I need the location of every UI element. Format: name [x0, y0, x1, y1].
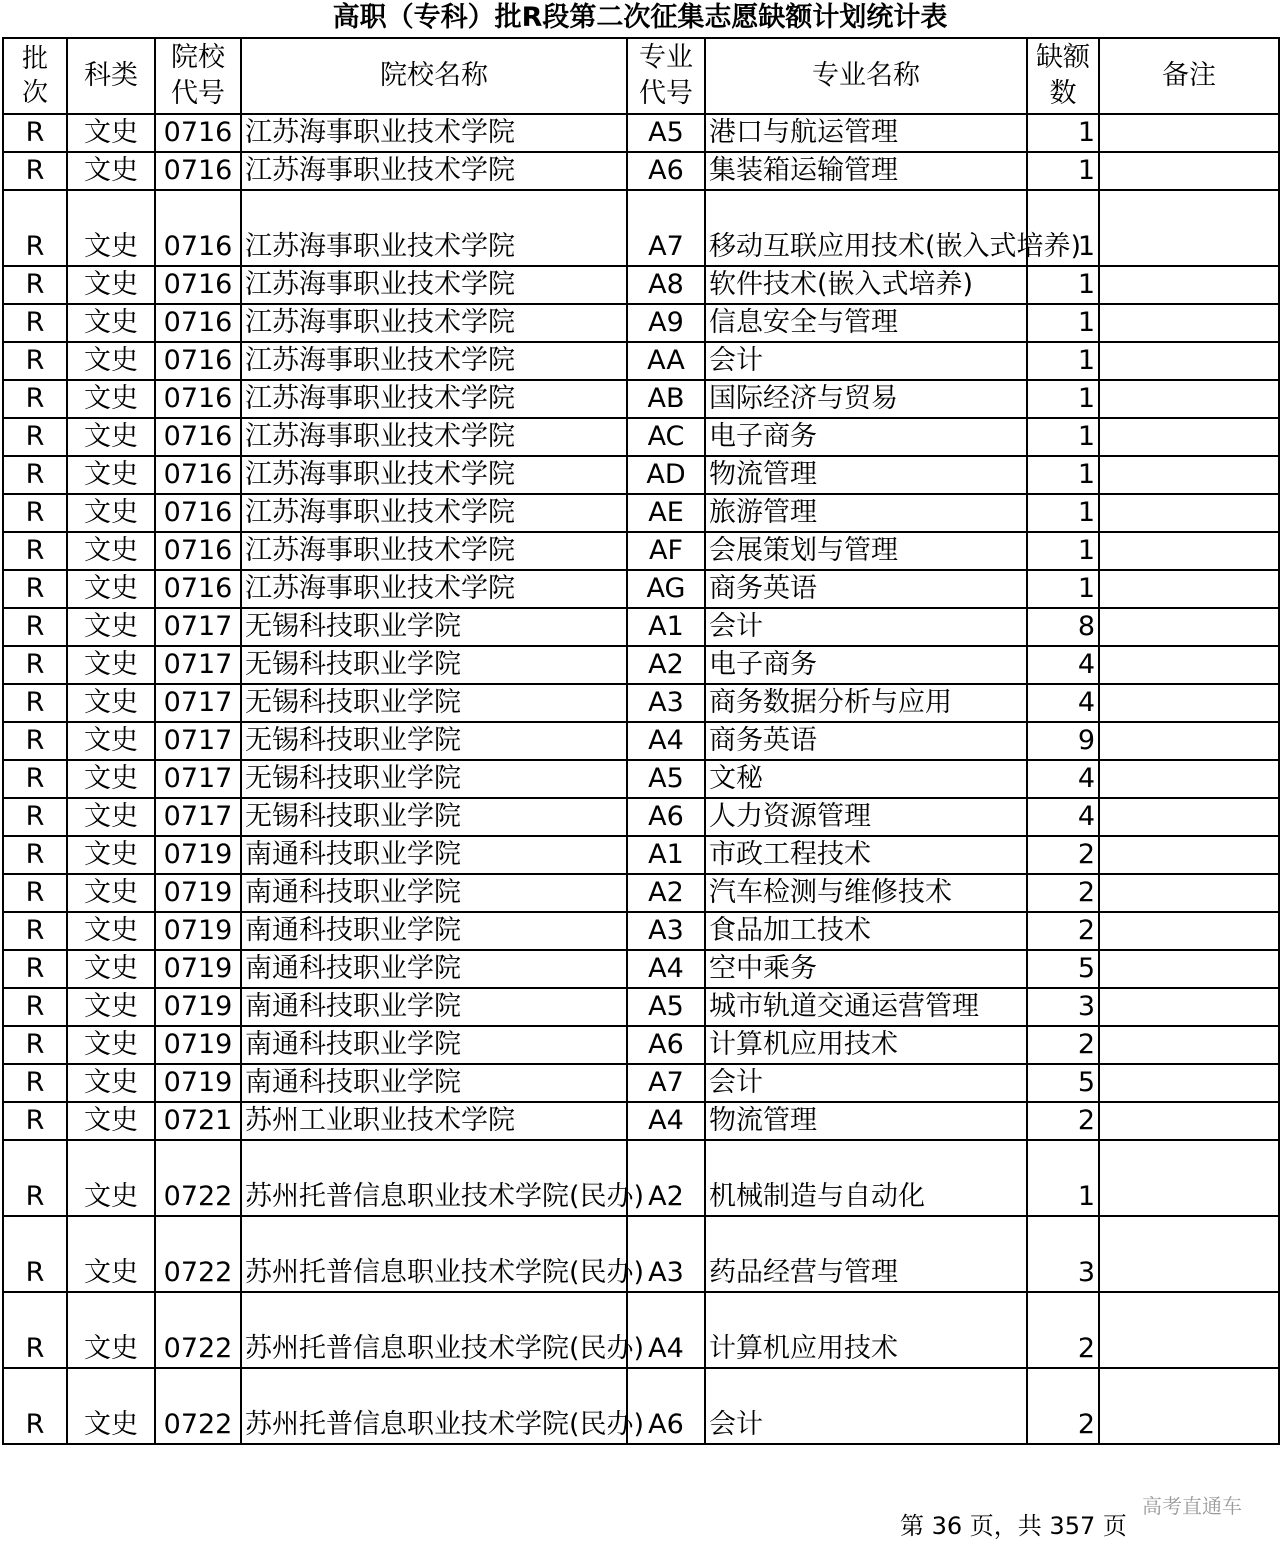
remarks-cell: [1099, 684, 1279, 722]
school-name-cell: 江苏海事职业技术学院: [241, 190, 627, 266]
school-code-cell: 0717: [155, 608, 241, 646]
table-row: [3, 1102, 1279, 1140]
remarks-cell: [1099, 570, 1279, 608]
table-row: [3, 988, 1279, 1026]
school-code-cell: 0717: [155, 798, 241, 836]
major-code-cell: A6: [627, 1026, 705, 1064]
table-row: [3, 304, 1279, 342]
school-code-cell: 0722: [155, 1216, 241, 1292]
vacancies-cell: 3: [1027, 988, 1099, 1026]
category-cell: 文史: [67, 760, 155, 798]
vacancies-cell: 1: [1027, 456, 1099, 494]
major-code-cell: A5: [627, 114, 705, 152]
major-name-cell: 会计: [705, 1064, 1027, 1102]
remarks-cell: [1099, 418, 1279, 456]
category-cell: 文史: [67, 1292, 155, 1368]
category-cell: 文史: [67, 1064, 155, 1102]
vacancies-cell: 4: [1027, 760, 1099, 798]
batch-cell: R: [3, 152, 67, 190]
remarks-cell: [1099, 1102, 1279, 1140]
school-name-cell: 南通科技职业学院: [241, 1026, 627, 1064]
school-code-cell: 0716: [155, 418, 241, 456]
batch-cell: R: [3, 342, 67, 380]
school-code-cell: 0717: [155, 646, 241, 684]
table-row: [3, 608, 1279, 646]
major-name-cell: 港口与航运管理: [705, 114, 1027, 152]
vacancies-cell: 5: [1027, 950, 1099, 988]
school-name-cell: 无锡科技职业学院: [241, 684, 627, 722]
major-code-cell: A3: [627, 1216, 705, 1292]
batch-cell: R: [3, 836, 67, 874]
remarks-cell: [1099, 1140, 1279, 1216]
major-code-cell: A2: [627, 874, 705, 912]
major-code-cell: A7: [627, 190, 705, 266]
remarks-cell: [1099, 1292, 1279, 1368]
major-code-cell: AB: [627, 380, 705, 418]
batch-cell: R: [3, 456, 67, 494]
school-code-cell: 0716: [155, 532, 241, 570]
page-number: 第 36 页，共 357 页: [900, 1512, 1127, 1540]
school-code-cell: 0717: [155, 722, 241, 760]
school-code-cell: 0717: [155, 684, 241, 722]
school-code-cell: 0716: [155, 494, 241, 532]
category-cell: 文史: [67, 874, 155, 912]
major-name-cell: 物流管理: [705, 456, 1027, 494]
batch-cell: R: [3, 1292, 67, 1368]
table-row: [3, 1216, 1279, 1292]
school-name-cell: 江苏海事职业技术学院: [241, 532, 627, 570]
table-row: [3, 152, 1279, 190]
category-cell: 文史: [67, 684, 155, 722]
vacancy-table: [2, 37, 1280, 1445]
remarks-cell: [1099, 1026, 1279, 1064]
category-cell: 文史: [67, 570, 155, 608]
vacancies-cell: 3: [1027, 1216, 1099, 1292]
batch-cell: R: [3, 912, 67, 950]
header-batch: 批次: [3, 38, 67, 114]
major-name-cell: 商务数据分析与应用: [705, 684, 1027, 722]
major-code-cell: AE: [627, 494, 705, 532]
major-name-cell: 国际经济与贸易: [705, 380, 1027, 418]
remarks-cell: [1099, 912, 1279, 950]
page-title: 高职（专科）批R段第二次征集志愿缺额计划统计表: [332, 2, 948, 33]
major-code-cell: A9: [627, 304, 705, 342]
category-cell: 文史: [67, 950, 155, 988]
school-code-cell: 0716: [155, 190, 241, 266]
school-code-cell: 0716: [155, 380, 241, 418]
major-code-cell: AD: [627, 456, 705, 494]
vacancies-cell: 1: [1027, 152, 1099, 190]
major-code-cell: A3: [627, 912, 705, 950]
vacancies-cell: 1: [1027, 304, 1099, 342]
school-code-cell: 0716: [155, 570, 241, 608]
remarks-cell: [1099, 190, 1279, 266]
category-cell: 文史: [67, 532, 155, 570]
school-code-cell: 0719: [155, 988, 241, 1026]
batch-cell: R: [3, 1216, 67, 1292]
header-school-code: 院校代号: [155, 38, 241, 114]
school-name-cell: 无锡科技职业学院: [241, 646, 627, 684]
major-code-cell: A4: [627, 950, 705, 988]
major-name-cell: 计算机应用技术: [705, 1292, 1027, 1368]
batch-cell: R: [3, 1064, 67, 1102]
school-name-cell: 无锡科技职业学院: [241, 608, 627, 646]
table-row: [3, 532, 1279, 570]
school-code-cell: 0716: [155, 266, 241, 304]
remarks-cell: [1099, 152, 1279, 190]
school-name-cell: 南通科技职业学院: [241, 874, 627, 912]
major-code-cell: A6: [627, 152, 705, 190]
batch-cell: R: [3, 570, 67, 608]
category-cell: 文史: [67, 722, 155, 760]
remarks-cell: [1099, 456, 1279, 494]
major-name-cell: 移动互联应用技术(嵌入式培养): [705, 190, 1027, 266]
school-code-cell: 0716: [155, 152, 241, 190]
category-cell: 文史: [67, 988, 155, 1026]
table-row: [3, 874, 1279, 912]
major-name-cell: 会展策划与管理: [705, 532, 1027, 570]
school-name-cell: 江苏海事职业技术学院: [241, 152, 627, 190]
major-code-cell: A1: [627, 836, 705, 874]
batch-cell: R: [3, 266, 67, 304]
category-cell: 文史: [67, 1026, 155, 1064]
major-name-cell: 集装箱运输管理: [705, 152, 1027, 190]
table-row: [3, 1292, 1279, 1368]
major-name-cell: 电子商务: [705, 646, 1027, 684]
category-cell: 文史: [67, 456, 155, 494]
category-cell: 文史: [67, 380, 155, 418]
school-code-cell: 0719: [155, 1064, 241, 1102]
vacancies-cell: 2: [1027, 1102, 1099, 1140]
table-row: [3, 380, 1279, 418]
school-name-cell: 苏州托普信息职业技术学院(民办): [241, 1140, 627, 1216]
school-name-cell: 江苏海事职业技术学院: [241, 570, 627, 608]
major-name-cell: 机械制造与自动化: [705, 1140, 1027, 1216]
major-name-cell: 会计: [705, 1368, 1027, 1444]
category-cell: 文史: [67, 114, 155, 152]
major-code-cell: A5: [627, 988, 705, 1026]
category-cell: 文史: [67, 1216, 155, 1292]
school-name-cell: 南通科技职业学院: [241, 950, 627, 988]
category-cell: 文史: [67, 1368, 155, 1444]
vacancies-cell: 2: [1027, 874, 1099, 912]
school-name-cell: 南通科技职业学院: [241, 836, 627, 874]
school-code-cell: 0719: [155, 950, 241, 988]
table-row: [3, 722, 1279, 760]
batch-cell: R: [3, 684, 67, 722]
batch-cell: R: [3, 646, 67, 684]
header-row: [3, 38, 1279, 114]
major-name-cell: 商务英语: [705, 722, 1027, 760]
school-name-cell: 苏州托普信息职业技术学院(民办): [241, 1292, 627, 1368]
table-row: [3, 912, 1279, 950]
category-cell: 文史: [67, 266, 155, 304]
school-code-cell: 0716: [155, 342, 241, 380]
header-major-code: 专业代号: [627, 38, 705, 114]
major-name-cell: 计算机应用技术: [705, 1026, 1027, 1064]
vacancies-cell: 2: [1027, 912, 1099, 950]
vacancies-cell: 1: [1027, 190, 1099, 266]
vacancies-cell: 5: [1027, 1064, 1099, 1102]
table-row: [3, 684, 1279, 722]
table-row: [3, 494, 1279, 532]
batch-cell: R: [3, 304, 67, 342]
remarks-cell: [1099, 950, 1279, 988]
remarks-cell: [1099, 1216, 1279, 1292]
school-name-cell: 无锡科技职业学院: [241, 722, 627, 760]
remarks-cell: [1099, 380, 1279, 418]
batch-cell: R: [3, 190, 67, 266]
batch-cell: R: [3, 1102, 67, 1140]
remarks-cell: [1099, 114, 1279, 152]
category-cell: 文史: [67, 342, 155, 380]
school-code-cell: 0716: [155, 304, 241, 342]
batch-cell: R: [3, 760, 67, 798]
header-vacancies: 缺额数: [1027, 38, 1099, 114]
table-row: [3, 798, 1279, 836]
vacancies-cell: 1: [1027, 266, 1099, 304]
vacancies-cell: 2: [1027, 1368, 1099, 1444]
remarks-cell: [1099, 1368, 1279, 1444]
major-code-cell: A6: [627, 1368, 705, 1444]
batch-cell: R: [3, 1368, 67, 1444]
batch-cell: R: [3, 114, 67, 152]
remarks-cell: [1099, 304, 1279, 342]
school-name-cell: 苏州托普信息职业技术学院(民办): [241, 1216, 627, 1292]
table-row: [3, 646, 1279, 684]
remarks-cell: [1099, 1064, 1279, 1102]
table-row: [3, 950, 1279, 988]
batch-cell: R: [3, 950, 67, 988]
major-name-cell: 商务英语: [705, 570, 1027, 608]
table-row: [3, 456, 1279, 494]
school-code-cell: 0719: [155, 1026, 241, 1064]
school-code-cell: 0716: [155, 114, 241, 152]
major-code-cell: A6: [627, 798, 705, 836]
batch-cell: R: [3, 988, 67, 1026]
table-body: [3, 114, 1279, 1444]
table-row: [3, 114, 1279, 152]
major-code-cell: AG: [627, 570, 705, 608]
vacancies-cell: 1: [1027, 532, 1099, 570]
batch-cell: R: [3, 1026, 67, 1064]
table-row: [3, 190, 1279, 266]
vacancies-cell: 4: [1027, 684, 1099, 722]
table-row: [3, 1064, 1279, 1102]
major-name-cell: 人力资源管理: [705, 798, 1027, 836]
major-code-cell: A7: [627, 1064, 705, 1102]
school-code-cell: 0716: [155, 456, 241, 494]
school-code-cell: 0719: [155, 836, 241, 874]
remarks-cell: [1099, 836, 1279, 874]
major-code-cell: A4: [627, 1102, 705, 1140]
major-name-cell: 软件技术(嵌入式培养): [705, 266, 1027, 304]
major-code-cell: A4: [627, 722, 705, 760]
batch-cell: R: [3, 798, 67, 836]
school-name-cell: 江苏海事职业技术学院: [241, 114, 627, 152]
table-row: [3, 342, 1279, 380]
table-row: [3, 1026, 1279, 1064]
remarks-cell: [1099, 798, 1279, 836]
school-code-cell: 0722: [155, 1368, 241, 1444]
major-name-cell: 物流管理: [705, 1102, 1027, 1140]
major-name-cell: 药品经营与管理: [705, 1216, 1027, 1292]
major-code-cell: AA: [627, 342, 705, 380]
table-row: [3, 266, 1279, 304]
category-cell: 文史: [67, 646, 155, 684]
table-row: [3, 836, 1279, 874]
vacancies-cell: 1: [1027, 342, 1099, 380]
school-name-cell: 苏州托普信息职业技术学院(民办): [241, 1368, 627, 1444]
vacancies-cell: 9: [1027, 722, 1099, 760]
category-cell: 文史: [67, 836, 155, 874]
school-name-cell: 南通科技职业学院: [241, 1064, 627, 1102]
vacancies-cell: 2: [1027, 1026, 1099, 1064]
remarks-cell: [1099, 494, 1279, 532]
header-school-name: 院校名称: [241, 38, 627, 114]
school-code-cell: 0722: [155, 1292, 241, 1368]
major-code-cell: A8: [627, 266, 705, 304]
major-code-cell: A2: [627, 1140, 705, 1216]
school-code-cell: 0722: [155, 1140, 241, 1216]
category-cell: 文史: [67, 1140, 155, 1216]
header-remarks: 备注: [1099, 38, 1279, 114]
vacancies-cell: 1: [1027, 494, 1099, 532]
school-name-cell: 江苏海事职业技术学院: [241, 418, 627, 456]
school-name-cell: 江苏海事职业技术学院: [241, 456, 627, 494]
remarks-cell: [1099, 266, 1279, 304]
school-name-cell: 无锡科技职业学院: [241, 760, 627, 798]
major-name-cell: 食品加工技术: [705, 912, 1027, 950]
school-name-cell: 苏州工业职业技术学院: [241, 1102, 627, 1140]
remarks-cell: [1099, 608, 1279, 646]
table-row: [3, 418, 1279, 456]
school-name-cell: 江苏海事职业技术学院: [241, 304, 627, 342]
watermark: 高考直通车: [1142, 1494, 1242, 1518]
vacancies-cell: 4: [1027, 798, 1099, 836]
school-name-cell: 南通科技职业学院: [241, 988, 627, 1026]
category-cell: 文史: [67, 190, 155, 266]
vacancies-cell: 2: [1027, 836, 1099, 874]
remarks-cell: [1099, 722, 1279, 760]
table-row: [3, 1368, 1279, 1444]
batch-cell: R: [3, 418, 67, 456]
vacancies-cell: 1: [1027, 418, 1099, 456]
batch-cell: R: [3, 380, 67, 418]
table-row: [3, 570, 1279, 608]
school-name-cell: 无锡科技职业学院: [241, 798, 627, 836]
school-name-cell: 江苏海事职业技术学院: [241, 494, 627, 532]
remarks-cell: [1099, 874, 1279, 912]
category-cell: 文史: [67, 608, 155, 646]
school-code-cell: 0717: [155, 760, 241, 798]
vacancies-cell: 1: [1027, 1140, 1099, 1216]
category-cell: 文史: [67, 912, 155, 950]
major-name-cell: 市政工程技术: [705, 836, 1027, 874]
batch-cell: R: [3, 532, 67, 570]
school-name-cell: 江苏海事职业技术学院: [241, 342, 627, 380]
major-name-cell: 会计: [705, 608, 1027, 646]
school-code-cell: 0719: [155, 874, 241, 912]
category-cell: 文史: [67, 798, 155, 836]
major-name-cell: 旅游管理: [705, 494, 1027, 532]
school-name-cell: 江苏海事职业技术学院: [241, 380, 627, 418]
major-code-cell: A4: [627, 1292, 705, 1368]
category-cell: 文史: [67, 494, 155, 532]
major-code-cell: AC: [627, 418, 705, 456]
category-cell: 文史: [67, 418, 155, 456]
major-name-cell: 汽车检测与维修技术: [705, 874, 1027, 912]
batch-cell: R: [3, 494, 67, 532]
major-name-cell: 信息安全与管理: [705, 304, 1027, 342]
remarks-cell: [1099, 532, 1279, 570]
major-code-cell: A3: [627, 684, 705, 722]
major-code-cell: A5: [627, 760, 705, 798]
header-major-name: 专业名称: [705, 38, 1027, 114]
batch-cell: R: [3, 1140, 67, 1216]
vacancies-cell: 2: [1027, 1292, 1099, 1368]
vacancies-cell: 1: [1027, 570, 1099, 608]
category-cell: 文史: [67, 304, 155, 342]
category-cell: 文史: [67, 1102, 155, 1140]
major-name-cell: 空中乘务: [705, 950, 1027, 988]
major-code-cell: A1: [627, 608, 705, 646]
batch-cell: R: [3, 608, 67, 646]
header-category: 科类: [67, 38, 155, 114]
vacancies-cell: 1: [1027, 380, 1099, 418]
vacancies-cell: 1: [1027, 114, 1099, 152]
major-name-cell: 电子商务: [705, 418, 1027, 456]
category-cell: 文史: [67, 152, 155, 190]
table-row: [3, 760, 1279, 798]
remarks-cell: [1099, 646, 1279, 684]
table-row: [3, 1140, 1279, 1216]
major-code-cell: A2: [627, 646, 705, 684]
school-code-cell: 0721: [155, 1102, 241, 1140]
batch-cell: R: [3, 722, 67, 760]
school-code-cell: 0719: [155, 912, 241, 950]
vacancies-cell: 8: [1027, 608, 1099, 646]
major-name-cell: 文秘: [705, 760, 1027, 798]
school-name-cell: 江苏海事职业技术学院: [241, 266, 627, 304]
remarks-cell: [1099, 988, 1279, 1026]
remarks-cell: [1099, 342, 1279, 380]
major-code-cell: AF: [627, 532, 705, 570]
batch-cell: R: [3, 874, 67, 912]
major-name-cell: 会计: [705, 342, 1027, 380]
vacancies-cell: 4: [1027, 646, 1099, 684]
school-name-cell: 南通科技职业学院: [241, 912, 627, 950]
major-name-cell: 城市轨道交通运营管理: [705, 988, 1027, 1026]
remarks-cell: [1099, 760, 1279, 798]
